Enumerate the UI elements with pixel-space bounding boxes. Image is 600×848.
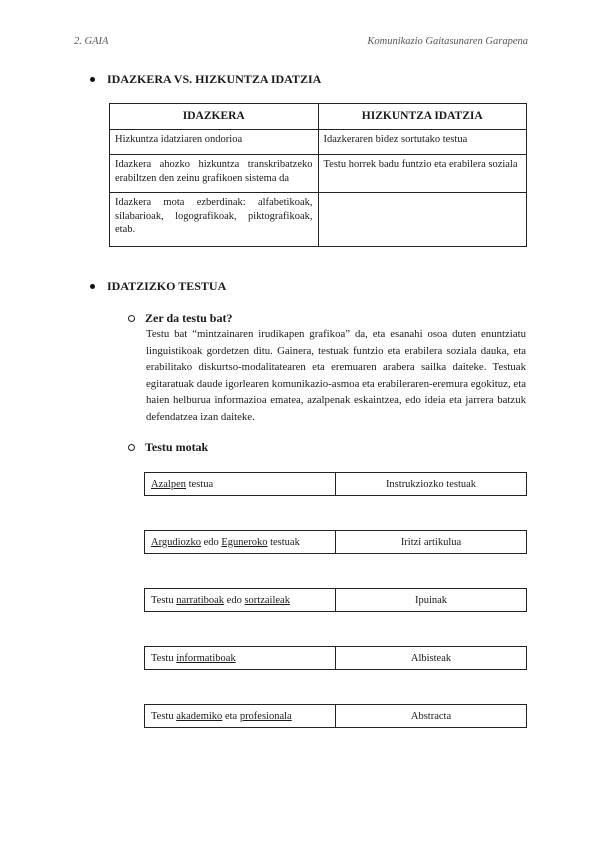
running-header-chapter: 2. GAIA bbox=[74, 36, 109, 47]
text-type-label bbox=[145, 473, 336, 495]
underlined-term: narratiboak bbox=[176, 594, 225, 606]
text-type-label bbox=[145, 705, 336, 727]
circle-bullet-icon bbox=[128, 315, 135, 322]
text-type-table bbox=[144, 704, 527, 728]
section-title: IDATZIZKO TESTUA bbox=[107, 279, 227, 293]
underlined-term: Eguneroko bbox=[221, 536, 268, 548]
label-text: edo bbox=[224, 594, 245, 606]
text-type-label bbox=[145, 531, 336, 553]
column-header: HIZKUNTZA IDATZIA bbox=[318, 104, 527, 130]
table-cell: Testu horrek badu funtzio eta erabilera soziala bbox=[318, 155, 527, 193]
section-title: IDAZKERA VS. HIZKUNTZA IDATZIA bbox=[107, 72, 322, 86]
underlined-term: informatiboak bbox=[176, 652, 236, 664]
text-type-table bbox=[144, 588, 527, 612]
table-row bbox=[110, 155, 527, 193]
text-type-label bbox=[145, 647, 336, 669]
underlined-term: profesionala bbox=[239, 710, 292, 722]
text-type-table bbox=[144, 646, 527, 670]
table-row bbox=[110, 193, 527, 247]
label-text: testuak bbox=[267, 536, 300, 548]
label-text: edo bbox=[200, 536, 222, 548]
text-type-label bbox=[145, 589, 336, 611]
text-type-example: Albisteak bbox=[410, 652, 452, 664]
section-heading-idazkera bbox=[90, 72, 321, 87]
underlined-term: akademiko bbox=[176, 710, 223, 722]
table-cell: Idazkera mota ezberdinak: alfabetikoak, silabarioak, logografikoak, piktografikoak, etab. bbox=[110, 193, 319, 247]
text-type-example: Abstracta bbox=[410, 710, 452, 722]
bullet-icon bbox=[90, 284, 95, 289]
table-header-row bbox=[110, 104, 527, 130]
running-header-title: Komunikazio Gaitasunaren Garapena bbox=[367, 36, 528, 47]
label-text: eta bbox=[222, 710, 240, 722]
comparison-table bbox=[109, 103, 527, 247]
label-text: Testu bbox=[151, 710, 177, 722]
label-text: Testu bbox=[151, 652, 177, 664]
subheading-testu-motak bbox=[128, 440, 208, 455]
underlined-term: Argudiozko bbox=[151, 536, 201, 548]
text-type-table bbox=[144, 472, 527, 496]
definition-paragraph: Testu bat “mintzainaren irudikapen grafikoa” da, eta esanahi osoa duten enuntziatu linguistikoak gordetzen ditu. Gainera, testuak funtzio eta erabilera soziala dauka, eta erabilitako diskurtso-modalitatearen eta eremuaren arabera sailka daiteke. Testuak egitaratuak daude igorlearen komunikazio-asmoa eta erabileraren-eremura egokituz, eta haien helburua informazioa ematea, azalpenak eskaintzea, edo ideia eta jarrera batzuk defendatzea izan daiteke. bbox=[146, 328, 526, 423]
table-cell: Idazkeraren bidez sortutako testua bbox=[318, 130, 527, 155]
subheading-title: Testu motak bbox=[145, 440, 209, 454]
label-text: Testu bbox=[151, 594, 177, 606]
underlined-term: Azalpen bbox=[151, 478, 186, 490]
text-type-example: Iritzi artikulua bbox=[400, 536, 462, 548]
bullet-icon bbox=[90, 77, 95, 82]
circle-bullet-icon bbox=[128, 444, 135, 451]
table-cell: Idazkera ahozko hizkuntza transkribatzeko erabiltzen den zeinu grafikoen sistema da bbox=[110, 155, 319, 193]
subheading-zer-da-testu-bat bbox=[128, 311, 232, 326]
section-heading-idatzizko-testua bbox=[90, 279, 226, 294]
column-header: IDAZKERA bbox=[110, 104, 319, 130]
table-cell bbox=[318, 193, 527, 247]
text-type-table bbox=[144, 530, 527, 554]
text-type-example: Instrukziozko testuak bbox=[385, 478, 477, 490]
text-type-example: Ipuinak bbox=[414, 594, 448, 606]
underlined-term: sortzaileak bbox=[244, 594, 290, 606]
label-text: testua bbox=[185, 478, 214, 490]
subheading-title: Zer da testu bat? bbox=[145, 311, 233, 325]
table-row bbox=[110, 130, 527, 155]
table-cell: Hizkuntza idatziaren ondorioa bbox=[110, 130, 319, 155]
